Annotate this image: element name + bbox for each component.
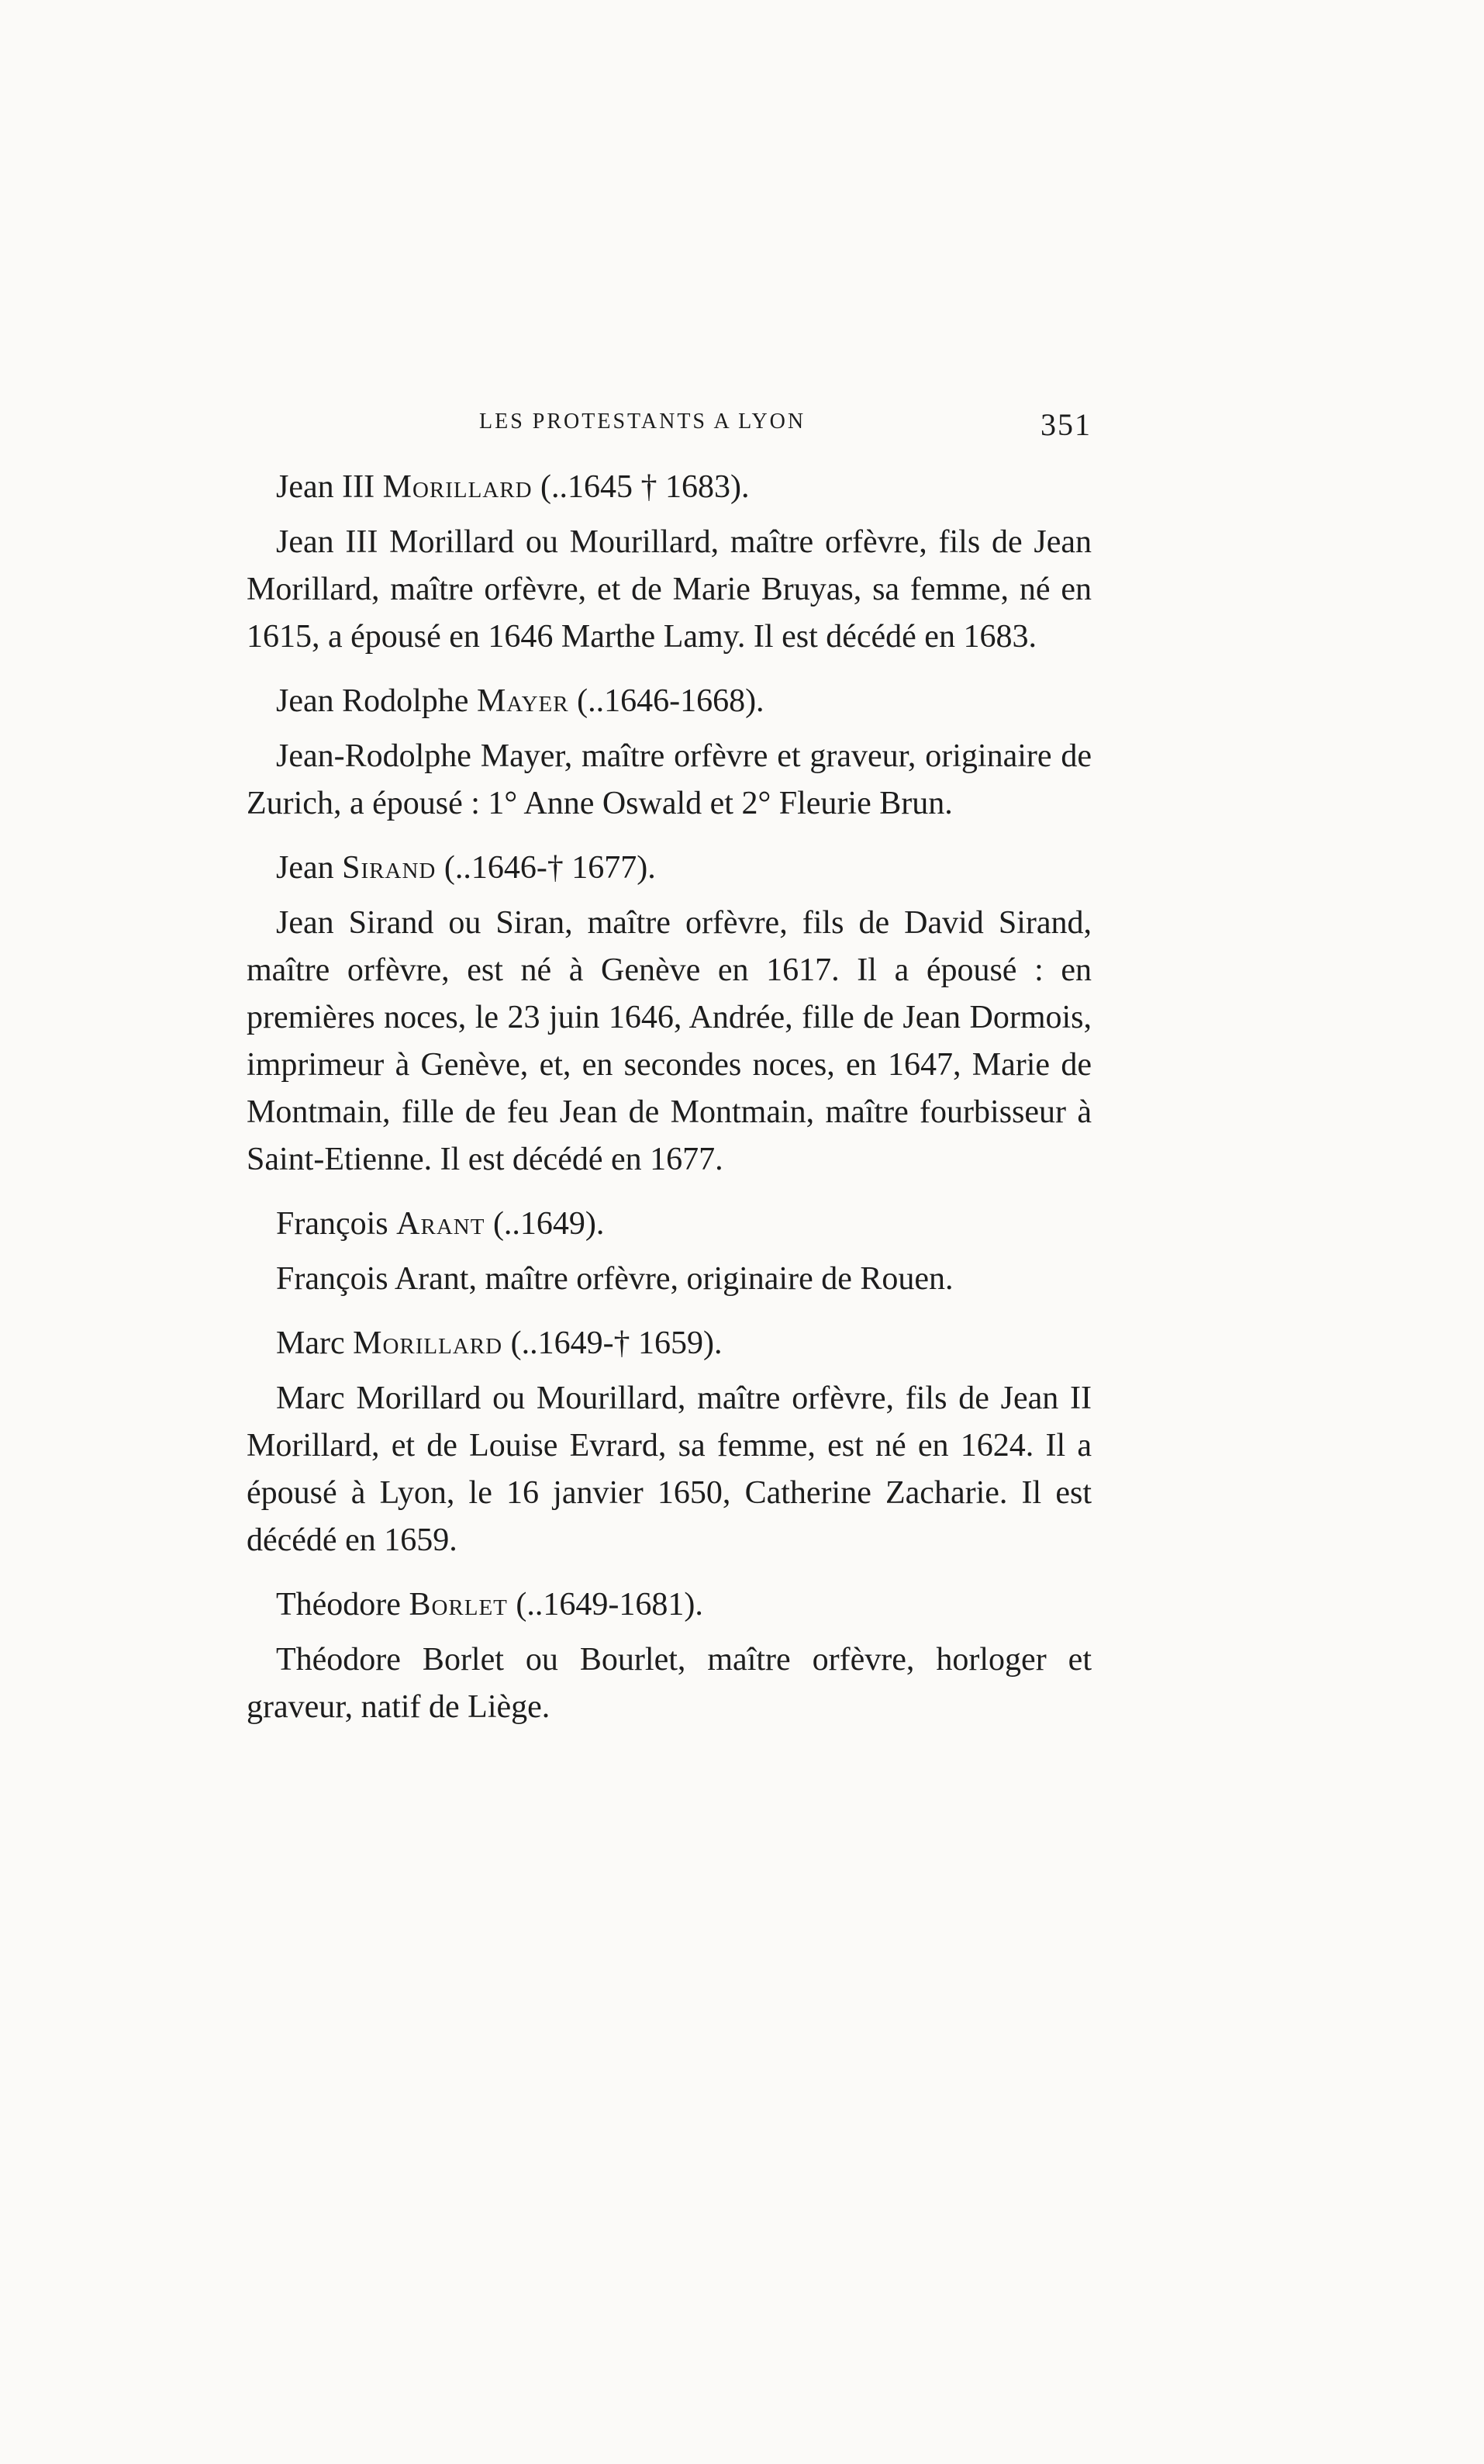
running-title: LES PROTESTANTS A LYON [479, 410, 806, 434]
entry-jean-iii-morillard [247, 464, 1092, 661]
entry-surname: Mayer [476, 683, 569, 719]
entry-first-names: Jean Rodolphe [276, 683, 469, 719]
entry-surname: Arant [396, 1206, 485, 1242]
entry-dates: (..1649). [492, 1206, 605, 1242]
entry-jean-sirand [247, 845, 1092, 1184]
entry-dates: (..1646-† 1677). [443, 850, 656, 886]
entry-surname: Sirand [342, 850, 437, 886]
entry-theodore-borlet [247, 1581, 1092, 1731]
entry-dates: (..1645 † 1683). [540, 469, 750, 505]
entry-body: François Arant, maître orfèvre, originaire de Rouen. [276, 1261, 954, 1297]
entry-marc-morillard [247, 1320, 1092, 1564]
entry-francois-arant [247, 1201, 1092, 1303]
entry-surname: Morillard [353, 1325, 503, 1361]
entry-body: Jean III Morillard ou Mourillard, maître orfèvre, fils de Jean Morillard, maître orfèvre, et de Marie Bruyas, sa femme, né en 1615, a épousé en 1646 Marthe Lamy. Il est décédé en 1683. [247, 524, 1092, 655]
entry-jean-rodolphe-mayer [247, 678, 1092, 828]
page-content [247, 464, 1092, 1748]
entry-dates: (..1646-1668). [577, 683, 764, 719]
entry-body: Jean Sirand ou Siran, maître orfèvre, fils de David Sirand, maître orfèvre, est né à Genève en 1617. Il a épousé : en premières noces, le 23 juin 1646, Andrée, fille de Jean Dormois, imprimeur à Genève, et, en secondes noces, en 1647, Marie de Montmain, fille de feu Jean de Montmain, maître fourbisseur à Saint-Etienne. Il est décédé en 1677. [247, 905, 1092, 1177]
entry-dates: (..1649-† 1659). [510, 1325, 723, 1361]
entry-first-names: François [276, 1206, 388, 1242]
entry-heading [247, 1320, 1092, 1367]
entry-heading [247, 678, 1092, 725]
entry-heading [247, 1581, 1092, 1629]
page-number: 351 [1041, 407, 1092, 442]
entry-dates: (..1649-1681). [516, 1587, 703, 1623]
entry-surname: Borlet [409, 1587, 508, 1623]
entry-first-names: Jean III [276, 469, 375, 505]
entry-body: Marc Morillard ou Mourillard, maître orfèvre, fils de Jean II Morillard, et de Louise Evrard, sa femme, est né en 1624. Il a épousé à Lyon, le 16 janvier 1650, Catherine Zacharie. Il est décédé en 1659. [247, 1381, 1092, 1558]
running-head [247, 407, 1092, 448]
entry-body: Jean-Rodolphe Mayer, maître orfèvre et graveur, originaire de Zurich, a épousé : 1° Anne Oswald et 2° Fleurie Brun. [247, 738, 1092, 821]
entry-first-names: Marc [276, 1325, 345, 1361]
entry-first-names: Théodore [276, 1587, 401, 1623]
entry-surname: Morillard [382, 469, 533, 505]
entry-heading [247, 464, 1092, 511]
entry-body: Théodore Borlet ou Bourlet, maître orfèvre, horloger et graveur, natif de Liège. [247, 1642, 1092, 1725]
entry-heading [247, 1201, 1092, 1248]
entry-first-names: Jean [276, 850, 334, 886]
entry-heading [247, 845, 1092, 892]
